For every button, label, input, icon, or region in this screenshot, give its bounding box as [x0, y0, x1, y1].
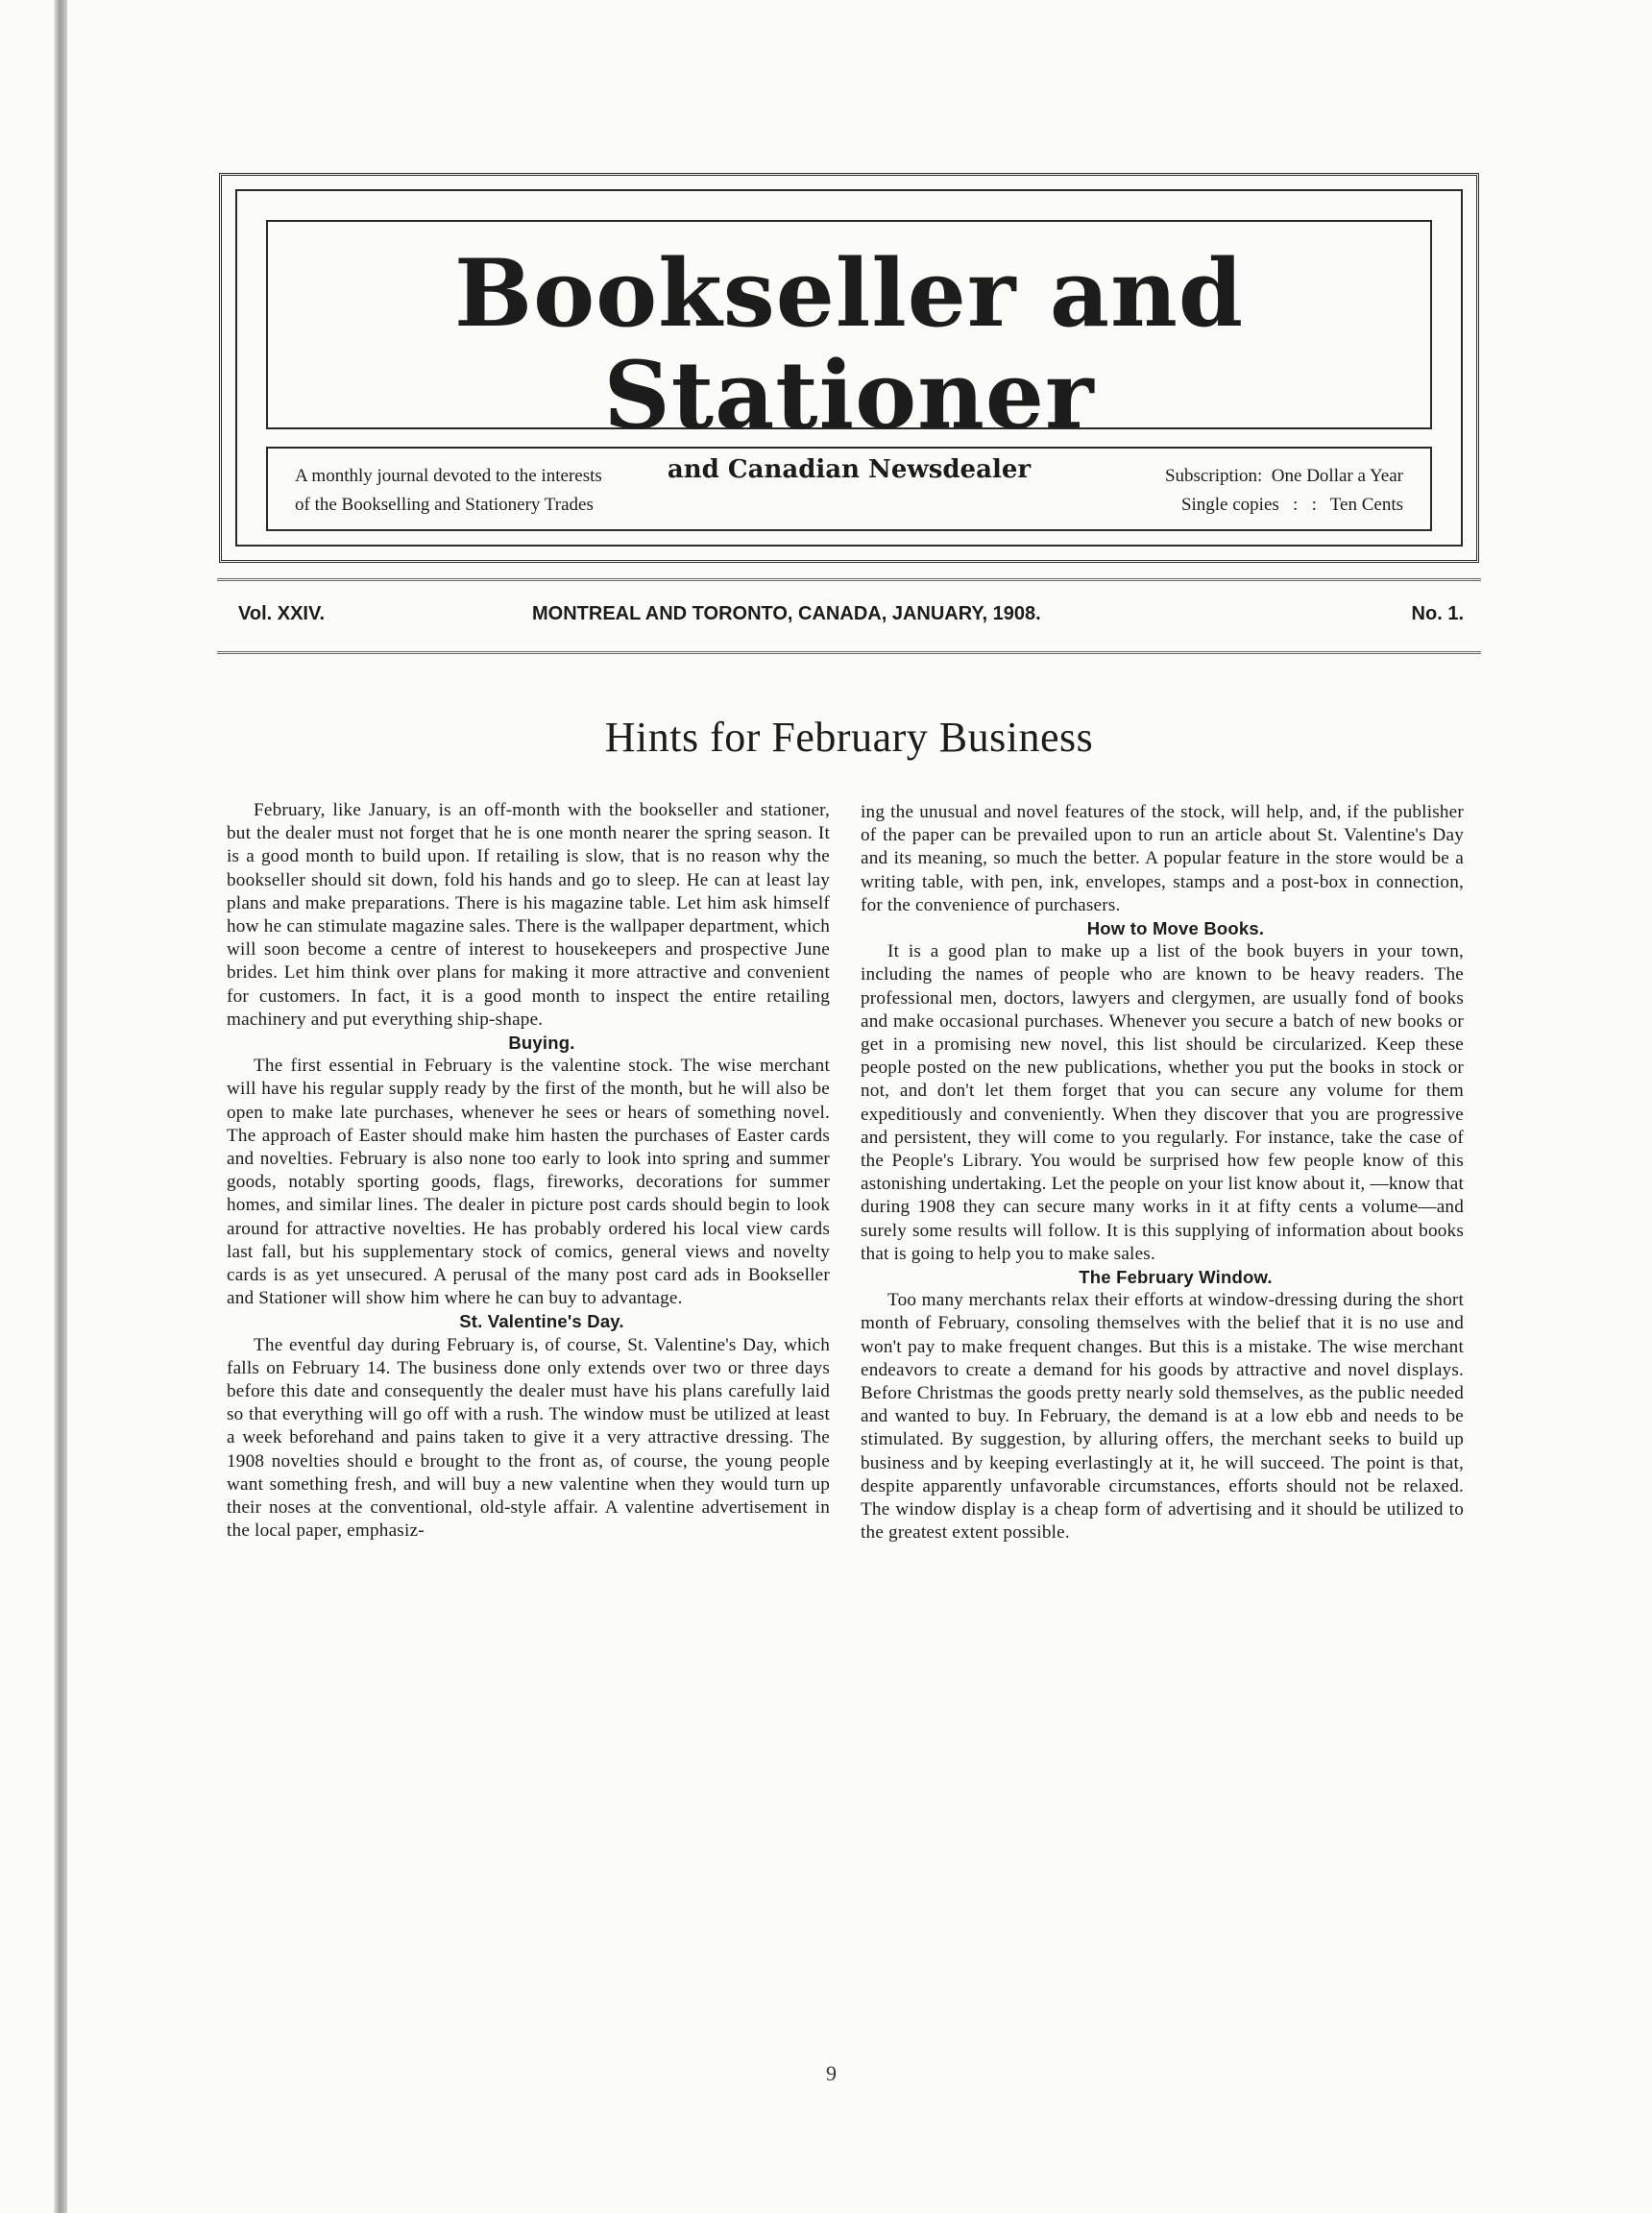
column-left — [227, 799, 830, 1544]
window-heading: The February Window. — [1079, 1267, 1273, 1288]
intro-paragraph: February, like January, is an off-month with the bookseller and stationer, but the dealer must not forget that he is one month nearer the spring season. It is a good month to build upon. If retailing is slow, that is no reason why the bookseller should sit down, fold his hands and go to sleep. He can at least lay plans and make preparations. There is his magazine table. Let him ask himself how he can stimulate magazine sales. There is the wallpaper department, which will soon become a centre of interest to housekeepers and prospective June brides. Let him think over plans for making it more attractive and convenient for customers. In fact, it is a good month to inspect the entire retailing machinery and put everything ship-shape. — [227, 800, 830, 1030]
subscription-line-2: Single copies : : Ten Cents — [1180, 495, 1403, 515]
books-heading: How to Move Books. — [1086, 918, 1265, 939]
page-number: 9 — [826, 2061, 837, 2085]
rule-bottom — [217, 651, 1481, 654]
info-box — [266, 447, 1432, 531]
buying-heading: Buying. — [508, 1033, 575, 1054]
journal-description — [295, 462, 602, 520]
issue-number: No. 1. — [1411, 603, 1464, 624]
valentine-paragraph-continued: ing the unusual and novel features of the stock, will help, and, if the publisher of the paper can be prevailed upon to run an article about St. Valentine's Day and its meaning, so much the better. A popular feature in the store would be a writing table, with pen, ink, envelopes, stamps and a post-box in connection, for the convenience of purchasers. — [861, 802, 1464, 915]
column-right — [861, 801, 1464, 1545]
books-paragraph: It is a good plan to make up a list of the book buyers in your town, including the names of people who are known to be heavy readers. The professional men, doctors, lawyers and clergymen, are usually fond of books and make occasional purchases. Whenever you secure a batch of new books or get in a promising new novel, this list should be circularized. Keep these people posted on the new publications, whether you put the books in stock or not, and don't let them forget that you can secure any volume for them expeditiously and conveniently. When they discover that you are progressive and persistent, they will come to you regularly. For instance, take the case of the People's Library. You would be surprised how few people know of this astonishing undertaking. Let the people on your list know about it, —know that during 1908 they can secure many works in it at fifty cents a volume—and surely some results will follow. It is this supplying of information about books that is going to help you to make sales. — [861, 941, 1464, 1264]
book-spine-shadow — [54, 0, 67, 2213]
subscription-line-1: Subscription: One Dollar a Year — [1164, 466, 1403, 486]
valentine-heading: St. Valentine's Day. — [459, 1311, 624, 1332]
description-line-1: A monthly journal devoted to the interests — [295, 466, 602, 486]
rule-top — [217, 578, 1481, 581]
journal-subtitle: and Canadian Newsdealer — [667, 455, 1032, 485]
description-line-2: of the Bookselling and Stationery Trades — [295, 495, 594, 515]
article-headline: Hints for February Business — [604, 714, 1094, 761]
place-date: MONTREAL AND TORONTO, CANADA, JANUARY, 1908. — [532, 603, 1041, 624]
journal-title: Bookseller and Stationer — [454, 239, 1244, 450]
window-paragraph: Too many merchants relax their efforts at window-dressing during the short month of February, consoling themselves with the belief that it is no use and won't pay to make frequent changes. But this is a mistake. The wise merchant endeavors to create a demand for his goods by attractive and novel displays. Before Christmas the goods pretty nearly sold themselves, as the public needed and wanted to buy. In February, the demand is at a low ebb and needs to be stimulated. By suggestion, by alluring offers, the merchant seeks to build up business and by keeping everlastingly at it, he will succeed. The point is that, despite apparently unfavorable circumstances, efforts should not be relaxed. The window display is a cheap form of advertising and it should be utilized to the greatest extent possible. — [861, 1290, 1464, 1544]
volume-label: Vol. XXIV. — [238, 603, 326, 624]
masthead — [219, 173, 1479, 563]
valentine-paragraph: The eventful day during February is, of course, St. Valentine's Day, which falls on February 14. The business done only extends over two or three days before this date and consequently the dealer must have his plans carefully laid so that everything will go off with a rush. The window must be utilized at least a week beforehand and pains taken to give it a very attractive dressing. The 1908 novelties should e brought to the front as, of course, the young people want something fresh, and will buy a new valentine when they would turn up their noses at the conventional, old-style affair. A valentine advertisement in the local paper, emphasiz- — [227, 1334, 830, 1542]
buying-paragraph: The first essential in February is the valentine stock. The wise merchant will have his regular supply ready by the first of the month, but he will also be open to make late purchases, whenever he sees or hears of something novel. The approach of Easter should make him hasten the purchases of Easter cards and novelties. February is also none too early to look into spring and summer goods, notably sporting goods, flags, fireworks, decorations for summer homes, and similar lines. The dealer in picture post cards should begin to look around for attractive novelties. He has probably ordered his local view cards last fall, but his supplementary stock of comics, general views and novelty cards is as yet unsecured. A perusal of the many post card ads in Bookseller and Stationer will show him where he can buy to advantage. — [227, 1056, 830, 1309]
masthead-inner-frame — [235, 189, 1463, 547]
subscription-info — [1165, 462, 1403, 520]
